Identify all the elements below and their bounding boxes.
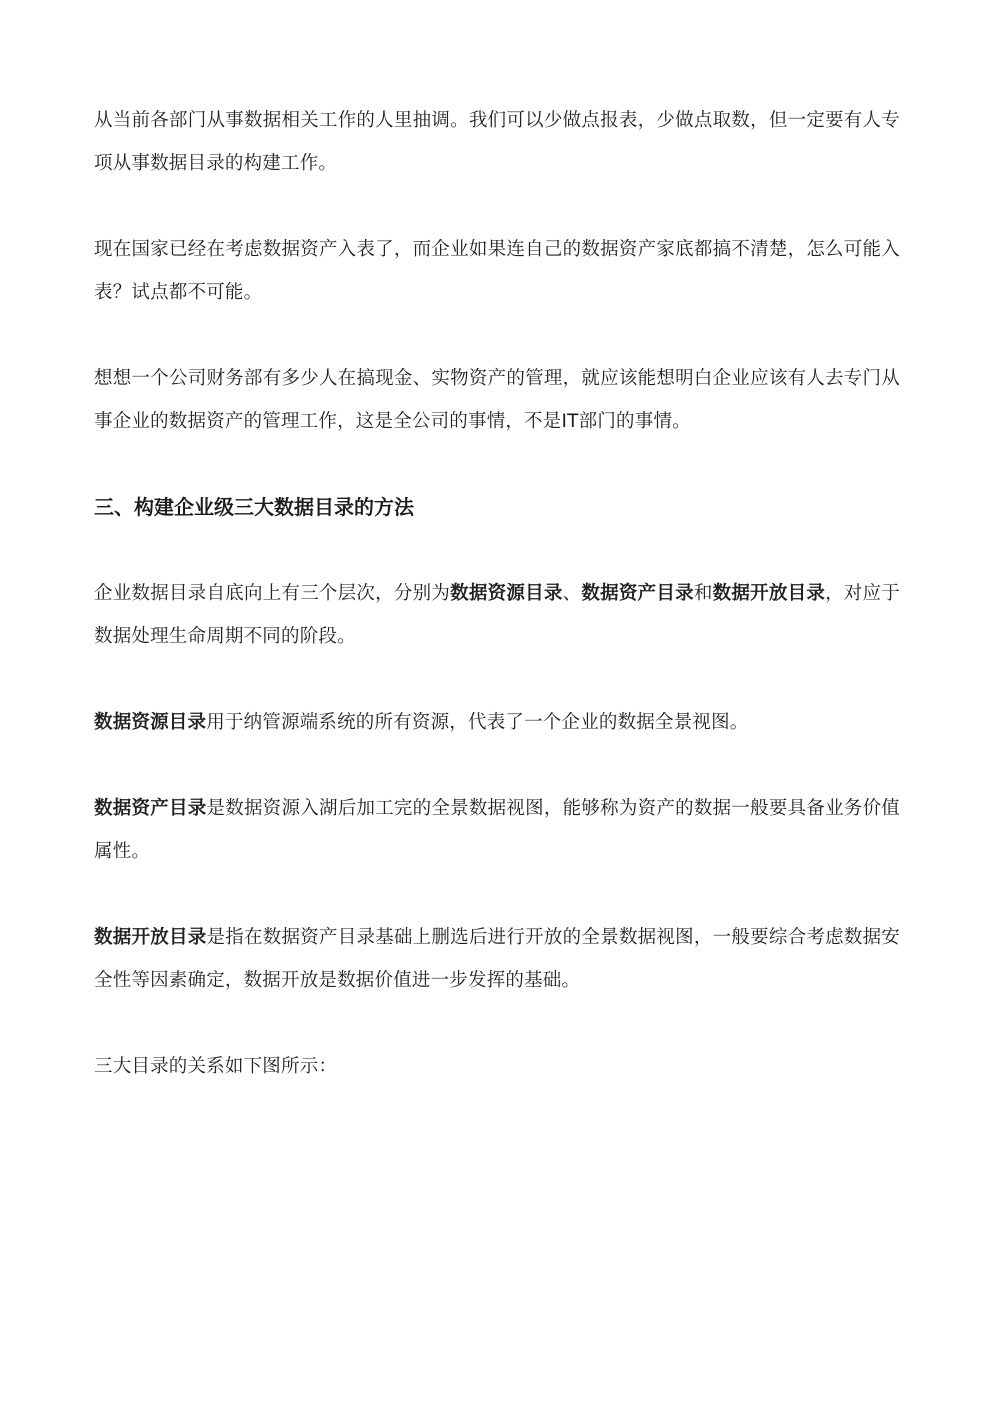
intro-prefix: 企业数据目录自底向上有三个层次，分别为 — [94, 583, 451, 604]
section-heading: 三、构建企业级三大数据目录的方法 — [94, 495, 414, 519]
definition-term: 数据资源目录 — [94, 712, 207, 733]
term-asset-catalog: 数据资产目录 — [581, 583, 694, 604]
definition-term: 数据开放目录 — [94, 927, 207, 948]
intro-suffix: ，对应于数据处理生命周期不同的阶段。 — [94, 583, 900, 647]
paragraph-asset-listing: 现在国家已经在考虑数据资产入表了，而企业如果连自己的数据资产家底都搞不清楚，怎么可能入表？试点都不可能。 — [94, 239, 900, 303]
definition-text: 是指在数据资产目录基础上删选后进行开放的全景数据视图，一般要综合考虑数据安全性等因素确定，数据开放是数据价值进一步发挥的基础。 — [94, 927, 901, 991]
intro-separator-2: 和 — [693, 583, 713, 604]
paragraph-staffing: 从当前各部门从事数据相关工作的人里抽调。我们可以少做点报表，少做点取数，但一定要有人专项从事数据目录的构建工作。 — [94, 110, 900, 174]
paragraph-diagram-intro: 三大目录的关系如下图所示： — [94, 1056, 338, 1077]
definition-text: 用于纳管源端系统的所有资源，代表了一个企业的数据全景视图。 — [206, 712, 749, 733]
term-open-catalog: 数据开放目录 — [712, 583, 826, 604]
intro-separator-1: 、 — [562, 583, 582, 604]
paragraph-finance-analogy: 想想一个公司财务部有多少人在搞现金、实物资产的管理，就应该能想明白企业应该有人去专门从事企业的数据资产的管理工作，这是全公司的事情，不是IT部门的事情。 — [94, 368, 900, 432]
definition-resource-catalog — [94, 701, 900, 744]
definition-open-catalog — [94, 916, 900, 1002]
definition-text: 是数据资源入湖后加工完的全景数据视图，能够称为资产的数据一般要具备业务价值属性。 — [94, 798, 901, 862]
definition-asset-catalog — [94, 787, 900, 873]
definition-term: 数据资产目录 — [94, 798, 207, 819]
paragraph-catalog-layers — [94, 572, 900, 658]
term-resource-catalog: 数据资源目录 — [450, 583, 563, 604]
